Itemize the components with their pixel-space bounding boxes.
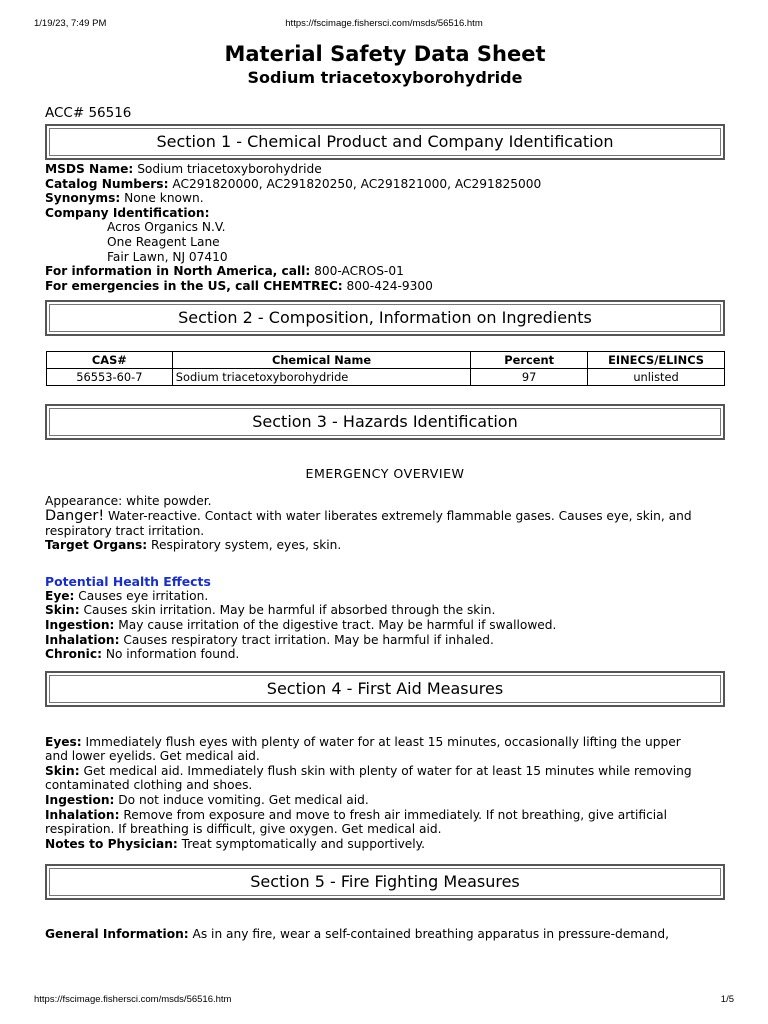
chronic-value: No information found. [105,647,240,662]
msds-page [45,40,725,942]
danger-text: Water-reactive. Contact with water liberates extremely flammable gases. Causes eye, skin, and [108,508,692,523]
notes-label: Notes to Physician: [45,836,178,851]
section-4-header [45,671,725,707]
chronic-label: Chronic: [45,647,102,662]
emergency-phone-value: 800-424-9300 [346,278,433,293]
chemical-name-cell: Sodium triacetoxyborohydride [172,369,471,386]
synonyms-value: None known. [124,191,204,206]
catalog-label: Catalog Numbers: [45,176,169,191]
inhalation-value: Causes respiratory tract irritation. May be harmful if inhaled. [123,632,494,647]
eye-value: Causes eye irritation. [78,588,209,603]
ingestion-aid-label: Ingestion: [45,793,115,808]
company-label: Company Identification: [45,205,210,220]
health-effects-body [45,589,725,662]
section-2-header [45,300,725,336]
danger-label: Danger! [45,507,105,524]
print-datetime: 1/19/23, 7:49 PM [34,18,107,29]
inhalation-aid-label: Inhalation: [45,807,120,822]
table-header-row [47,352,725,369]
synonyms-label: Synonyms: [45,191,121,206]
company-line: One Reagent Lane [107,234,220,249]
einecs-cell: unlisted [588,369,725,386]
eyes-label: Eyes: [45,734,82,749]
section-1-title: Section 1 - Chemical Product and Company Identification [49,128,721,156]
catalog-value: AC291820000, AC291820250, AC291821000, AC291825000 [172,176,542,191]
column-header: EINECS/ELINCS [588,352,725,369]
skin-aid-value: Get medical aid. Immediately flush skin with plenty of water for at least 15 minutes while removing [83,763,692,778]
target-organs-label: Target Organs: [45,538,148,553]
general-info-value: As in any fire, wear a self-contained breathing apparatus in pressure-demand, [192,927,669,942]
general-info-label: General Information: [45,927,189,942]
section-2-title: Section 2 - Composition, Information on Ingredients [49,304,721,332]
section-5-title: Section 5 - Fire Fighting Measures [49,868,721,896]
print-header [0,18,768,32]
msds-name-label: MSDS Name: [45,162,134,176]
msds-name-value: Sodium triacetoxyborohydride [137,162,322,176]
appearance-text: Appearance: white powder. [45,494,212,509]
column-header: Percent [471,352,588,369]
percent-cell: 97 [471,369,588,386]
inhalation-aid-value: Remove from exposure and move to fresh air immediately. If not breathing, give artificial [123,807,668,822]
table-row [47,369,725,386]
skin-aid-label: Skin: [45,763,80,778]
print-url: https://fscimage.fishersci.com/msds/56516.htm [285,18,483,29]
skin-value: Causes skin irritation. May be harmful if absorbed through the skin. [83,603,496,618]
column-header: Chemical Name [172,352,471,369]
cas-cell: 56553-60-7 [47,369,173,386]
eyes-value-cont: and lower eyelids. Get medical aid. [45,749,260,764]
page-subtitle: Sodium triacetoxyborohydride [247,68,523,87]
section-3-title: Section 3 - Hazards Identification [49,408,721,436]
acc-number: ACC# 56516 [45,105,132,121]
emergency-phone-label: For emergencies in the US, call CHEMTREC: [45,278,343,293]
column-header: CAS# [47,352,173,369]
footer-url: https://fscimage.fishersci.com/msds/56516.htm [34,994,232,1005]
composition-table [46,351,725,386]
inhalation-aid-value-cont: respiration. If breathing is difficult, give oxygen. Get medical aid. [45,822,442,837]
na-phone-value: 800-ACROS-01 [314,264,404,279]
inhalation-label: Inhalation: [45,632,120,647]
page-title: Material Safety Data Sheet [224,42,546,66]
danger-text-cont: respiratory tract irritation. [45,523,205,538]
skin-label: Skin: [45,603,80,618]
section-3-header [45,404,725,440]
ingestion-value: May cause irritation of the digestive tract. May be harmful if swallowed. [118,617,557,632]
page-number: 1/5 [720,994,734,1005]
section-1-header [45,124,725,160]
notes-value: Treat symptomatically and supportively. [181,836,426,851]
print-footer [0,994,768,1008]
potential-health-effects-title: Potential Health Effects [45,573,211,589]
section-1-body [45,162,725,293]
na-phone-label: For information in North America, call: [45,264,311,279]
emergency-overview-title: EMERGENCY OVERVIEW [305,466,465,482]
company-line: Acros Organics N.V. [107,220,226,235]
company-line: Fair Lawn, NJ 07410 [107,249,228,264]
section-5-header [45,864,725,900]
skin-aid-value-cont: contaminated clothing and shoes. [45,778,253,793]
target-organs-value: Respiratory system, eyes, skin. [151,538,342,553]
eyes-value: Immediately flush eyes with plenty of water for at least 15 minutes, occasionally lifting the upper [85,734,681,749]
section-3-body [45,494,725,552]
ingestion-label: Ingestion: [45,617,115,632]
eye-label: Eye: [45,588,75,603]
section-4-body [45,735,725,852]
section-5-body [45,927,725,942]
ingestion-aid-value: Do not induce vomiting. Get medical aid. [118,793,369,808]
section-4-title: Section 4 - First Aid Measures [49,675,721,703]
